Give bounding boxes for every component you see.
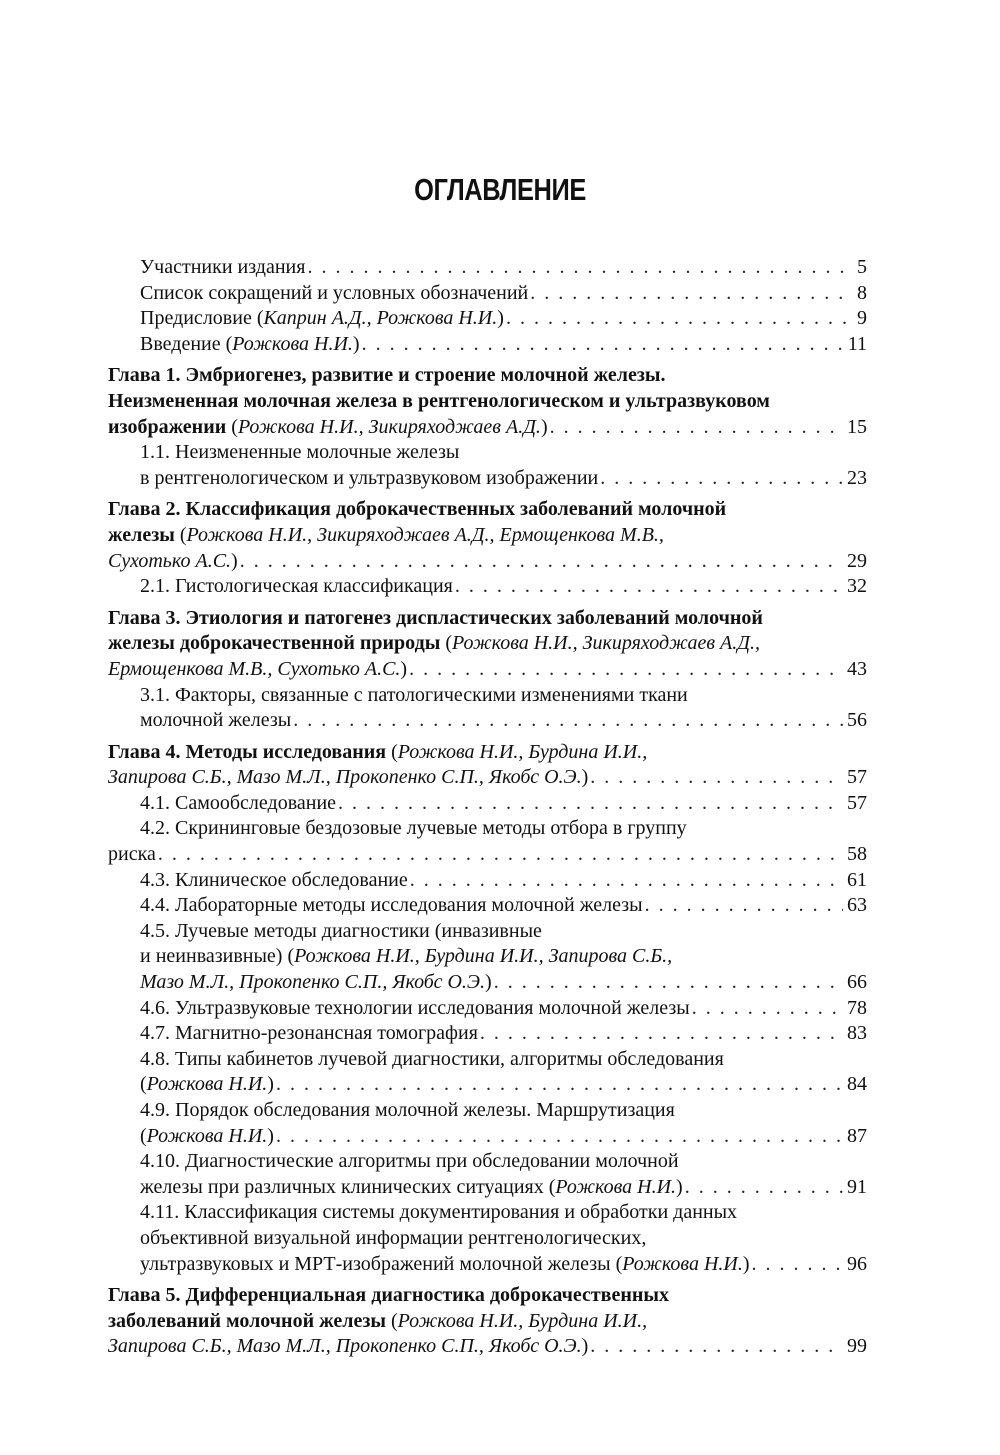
leader-dots (293, 708, 843, 734)
toc-entry[interactable] (108, 332, 867, 358)
toc-page-number: 58 (847, 843, 867, 866)
toc-subentry[interactable]: ультразвуковых и МРТ-изображений молочной железы (Рожкова Н.И.) . . . 96 (108, 1252, 867, 1278)
toc-subentry[interactable]: риска . . . 58 (108, 842, 867, 868)
toc-subentry[interactable]: 4.11. Классификация системы документирования и обработки данных (140, 1201, 738, 1224)
toc-page-number: 15 (847, 415, 867, 438)
toc-subentry[interactable]: (Рожкова Н.И.) . . . 84 (108, 1072, 867, 1098)
chapter-5-heading[interactable]: Глава 5. Дифференциальная диагностика доброкачественных (108, 1284, 670, 1307)
toc-subentry[interactable]: 4.10. Диагностические алгоритмы при обследовании молочной (140, 1150, 679, 1173)
leader-dots (276, 1124, 843, 1150)
toc-authors: Рожкова Н.И., Бурдина И.И., (397, 740, 648, 763)
toc-page-number: 78 (847, 996, 867, 1019)
toc-page-number: 11 (847, 332, 867, 355)
toc-entry-title: Предисловие (Каприн А.Д., Рожкова Н.И.) (140, 307, 504, 330)
toc-authors: Рожкова Н.И., Зикиряходжаев А.Д., (452, 632, 760, 655)
toc-page-number: 61 (847, 868, 867, 891)
toc-page-number: 66 (847, 971, 867, 994)
leader-dots (276, 1072, 843, 1098)
toc-page-number: 43 (847, 657, 867, 680)
toc-entry[interactable] (108, 306, 867, 332)
leader-dots (590, 1334, 843, 1360)
toc-authors: Запирова С.Б., Мазо М.Л., Прокопенко С.П., Якобс О.Э. (108, 766, 582, 789)
toc-page-number: 83 (847, 1022, 867, 1045)
chapter-3-heading-cont[interactable]: железы доброкачественной природы (Рожкова Н.И., Зикиряходжаев А.Д., (108, 632, 760, 655)
leader-dots (645, 893, 843, 919)
toc-subentry[interactable]: 4.5. Лучевые методы диагностики (инвазивные (140, 919, 542, 942)
toc-page-number: 57 (847, 791, 867, 814)
chapter-1-heading-end[interactable]: изображении (Рожкова Н.И., Зикиряходжаев А.Д.) . . . 15 (108, 415, 867, 441)
toc-entry[interactable] (108, 255, 867, 281)
toc-authors: Рожкова Н.И., Бурдина И.И., (397, 1309, 648, 1332)
toc-subentry[interactable]: Мазо М.Л., Прокопенко С.П., Якобс О.Э.) . . . 66 (108, 970, 867, 996)
leader-dots (480, 1021, 843, 1047)
toc-authors: Рожкова Н.И. (232, 332, 353, 355)
leader-dots (590, 765, 843, 791)
chapter-2-heading-cont[interactable]: железы (Рожкова Н.И., Зикиряходжаев А.Д., Ермощенкова М.В., (108, 523, 664, 546)
toc-subentry[interactable]: 4.9. Порядок обследования молочной железы. Маршрутизация (140, 1099, 675, 1121)
toc-subentry[interactable]: железы при различных клинических ситуациях (Рожкова Н.И.) . . . 91 (108, 1175, 867, 1201)
chapter-3-heading-end[interactable]: Ермощенкова М.В., Сухотько А.С.) . . . 43 (108, 657, 867, 683)
leader-dots (600, 466, 843, 492)
toc-page-number: 23 (847, 466, 867, 489)
toc-authors: Рожкова Н.И., Бурдина И.И., Запирова С.Б., (294, 945, 673, 968)
leader-dots (494, 970, 843, 996)
page-title: ОГЛАВЛЕНИЕ (414, 172, 586, 207)
toc-entry-title: Участники издания (140, 256, 306, 278)
toc-subentry[interactable]: 3.1. Факторы, связанные с патологическими изменениями ткани (140, 683, 688, 706)
toc-authors: Рожкова Н.И. (146, 1124, 268, 1147)
leader-dots (410, 868, 843, 894)
toc-authors: Каприн А.Д., Рожкова Н.И. (263, 307, 498, 330)
toc-subentry[interactable]: 4.4. Лабораторные методы исследования молочной железы . . . 63 (108, 893, 867, 919)
toc-subentry[interactable]: 4.7. Магнитно-резонансная томография . . . 83 (108, 1021, 867, 1047)
toc-page-number: 56 (847, 709, 867, 732)
chapter-2-heading[interactable]: Глава 2. Классификация доброкачественных заболеваний молочной (108, 498, 727, 521)
leader-dots (158, 842, 843, 868)
chapter-4-heading[interactable]: Глава 4. Методы исследования (Рожкова Н.И., Бурдина И.И., (108, 740, 648, 763)
toc-page-number: 99 (847, 1335, 867, 1358)
chapter-5-heading-cont[interactable]: заболеваний молочной железы (Рожкова Н.И., Бурдина И.И., (108, 1309, 648, 1332)
toc-authors: Ермощенкова М.В., Сухотько А.С. (108, 657, 401, 680)
chapter-1-heading-cont[interactable]: Неизмененная молочная железа в рентгенологическом и ультразвуковом (108, 389, 770, 412)
leader-dots (550, 415, 843, 441)
toc-page-number: 91 (847, 1175, 867, 1198)
toc-page-number: 57 (847, 766, 867, 789)
toc-page-number: 9 (857, 307, 867, 330)
toc-authors: Рожкова Н.И., Зикиряходжаев А.Д. (237, 415, 541, 438)
leader-dots (692, 996, 843, 1022)
leader-dots (307, 255, 853, 281)
leader-dots (685, 1175, 843, 1201)
toc-subentry[interactable]: в рентгенологическом и ультразвуковом изображении . . . 23 (108, 466, 867, 492)
toc-entry-title: Список сокращений и условных обозначений (140, 281, 529, 304)
toc-subentry[interactable]: 2.1. Гистологическая классификация . . . 32 (108, 574, 867, 600)
toc-subentry[interactable]: объективной визуальной информации рентгенологических, (140, 1226, 647, 1249)
toc-entry[interactable] (108, 281, 867, 307)
chapter-3-heading[interactable]: Глава 3. Этиология и патогенез диспластических заболеваний молочной (108, 606, 763, 629)
toc-page-number: 5 (857, 256, 867, 278)
chapter-2-heading-end[interactable]: Сухотько А.С.) . . . 29 (108, 549, 867, 575)
chapter-4-heading-end[interactable]: Запирова С.Б., Мазо М.Л., Прокопенко С.П., Якобс О.Э.) . . . 57 (108, 765, 867, 791)
toc-page-number: 8 (857, 281, 867, 304)
toc-subentry[interactable]: 4.6. Ультразвуковые технологии исследования молочной железы . . . 78 (108, 996, 867, 1022)
toc-subentry[interactable]: молочной железы . . . 56 (108, 708, 867, 734)
toc-authors: Запирова С.Б., Мазо М.Л., Прокопенко С.П., Якобс О.Э. (108, 1335, 582, 1358)
toc-subentry[interactable]: 1.1. Неизмененные молочные железы (140, 441, 460, 464)
toc-authors: Рожкова Н.И., Зикиряходжаев А.Д., Ермощенкова М.В., (186, 523, 664, 546)
toc-page-number: 63 (847, 894, 867, 917)
toc-page-number: 29 (847, 549, 867, 572)
leader-dots (530, 281, 853, 307)
toc-page-number: 96 (847, 1252, 867, 1275)
toc-authors: Рожкова Н.И. (622, 1252, 743, 1275)
leader-dots (362, 332, 844, 358)
leader-dots (752, 1252, 843, 1278)
leader-dots (506, 306, 853, 332)
toc-subentry[interactable]: 4.2. Скрининговые бездозовые лучевые методы отбора в группу (140, 817, 687, 840)
leader-dots (455, 574, 843, 600)
table-of-contents (108, 255, 867, 1360)
toc-authors: Рожкова Н.И. (555, 1175, 677, 1198)
toc-subentry[interactable]: (Рожкова Н.И.) . . . 87 (108, 1124, 867, 1150)
leader-dots (338, 791, 843, 817)
toc-subentry[interactable]: 4.1. Самообследование . . . 57 (108, 791, 867, 817)
chapter-1-heading[interactable]: Глава 1. Эмбриогенез, развитие и строение молочной железы. (108, 364, 666, 387)
chapter-5-heading-end[interactable]: Запирова С.Б., Мазо М.Л., Прокопенко С.П., Якобс О.Э.) . . . 99 (108, 1334, 867, 1360)
toc-page-number: 32 (847, 575, 867, 598)
leader-dots (409, 657, 843, 683)
toc-authors: Рожкова Н.И. (146, 1073, 268, 1096)
toc-subentry[interactable]: и неинвазивные) (Рожкова Н.И., Бурдина И.И., Запирова С.Б., (140, 945, 673, 968)
toc-authors: Сухотько А.С. (108, 549, 232, 572)
toc-authors: Мазо М.Л., Прокопенко С.П., Якобс О.Э. (140, 971, 486, 994)
leader-dots (240, 549, 843, 575)
toc-subentry[interactable]: 4.8. Типы кабинетов лучевой диагностики, алгоритмы обследования (140, 1047, 724, 1070)
toc-subentry[interactable]: 4.3. Клиническое обследование . . . 61 (108, 868, 867, 894)
toc-page-number: 87 (847, 1124, 867, 1147)
toc-page-number: 84 (847, 1073, 867, 1096)
toc-entry-title: Введение (Рожкова Н.И.) (140, 332, 360, 355)
